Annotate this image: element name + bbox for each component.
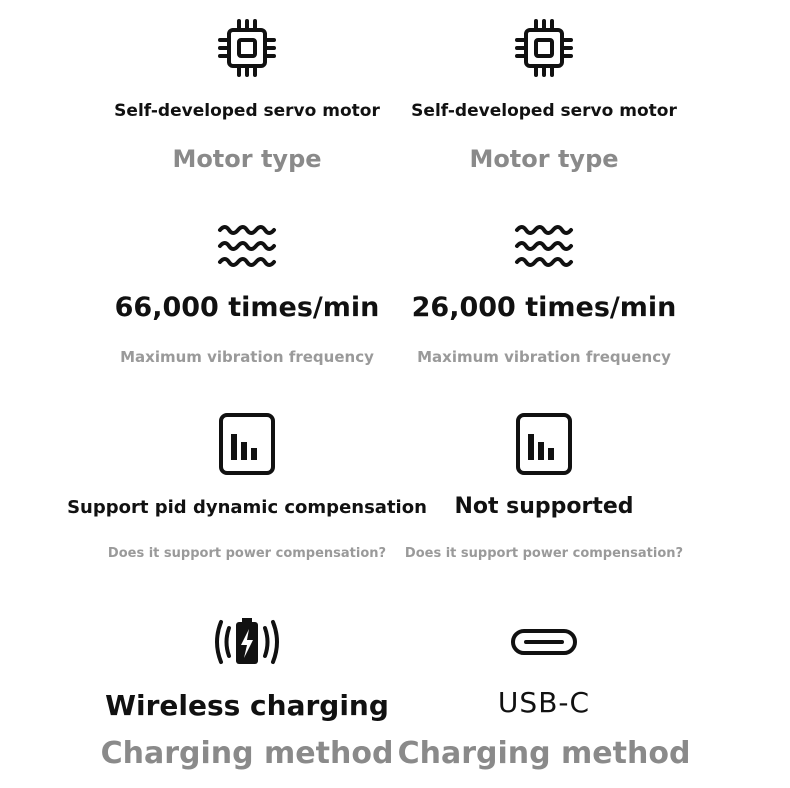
chip-icon bbox=[514, 18, 574, 78]
compensation-label: Does it support power compensation? bbox=[107, 546, 387, 561]
compensation-right bbox=[394, 400, 694, 580]
compensation-left bbox=[67, 400, 427, 580]
usb-c-icon bbox=[510, 628, 578, 656]
motor-type-label: Motor type bbox=[469, 145, 619, 173]
compensation-value: Support pid dynamic compensation bbox=[67, 497, 427, 518]
compensation-value: Not supported bbox=[454, 494, 634, 519]
motor-type-left bbox=[97, 0, 397, 180]
wave-icon bbox=[217, 222, 277, 270]
compensation-label: Does it support power compensation? bbox=[404, 546, 684, 561]
vibration-label: Maximum vibration frequency bbox=[120, 348, 374, 366]
bar-chart-icon bbox=[218, 412, 276, 476]
charging-value: Wireless charging bbox=[105, 689, 389, 722]
charging-label: Charging method bbox=[397, 736, 691, 771]
chip-icon bbox=[217, 18, 277, 78]
vibration-right bbox=[394, 200, 694, 380]
wave-icon bbox=[514, 222, 574, 270]
charging-label: Charging method bbox=[100, 736, 394, 771]
vibration-value: 26,000 times/min bbox=[411, 292, 677, 323]
bar-chart-icon bbox=[515, 412, 573, 476]
vibration-label: Maximum vibration frequency bbox=[417, 348, 671, 366]
motor-type-right bbox=[394, 0, 694, 180]
charging-left bbox=[97, 600, 397, 788]
wireless-charging-icon bbox=[211, 616, 283, 668]
charging-value: USB-C bbox=[497, 686, 591, 719]
motor-type-label: Motor type bbox=[172, 145, 322, 173]
vibration-left bbox=[97, 200, 397, 380]
vibration-value: 66,000 times/min bbox=[114, 292, 380, 323]
motor-type-value: Self-developed servo motor bbox=[411, 101, 677, 121]
motor-type-value: Self-developed servo motor bbox=[114, 101, 380, 121]
charging-right bbox=[394, 600, 694, 788]
